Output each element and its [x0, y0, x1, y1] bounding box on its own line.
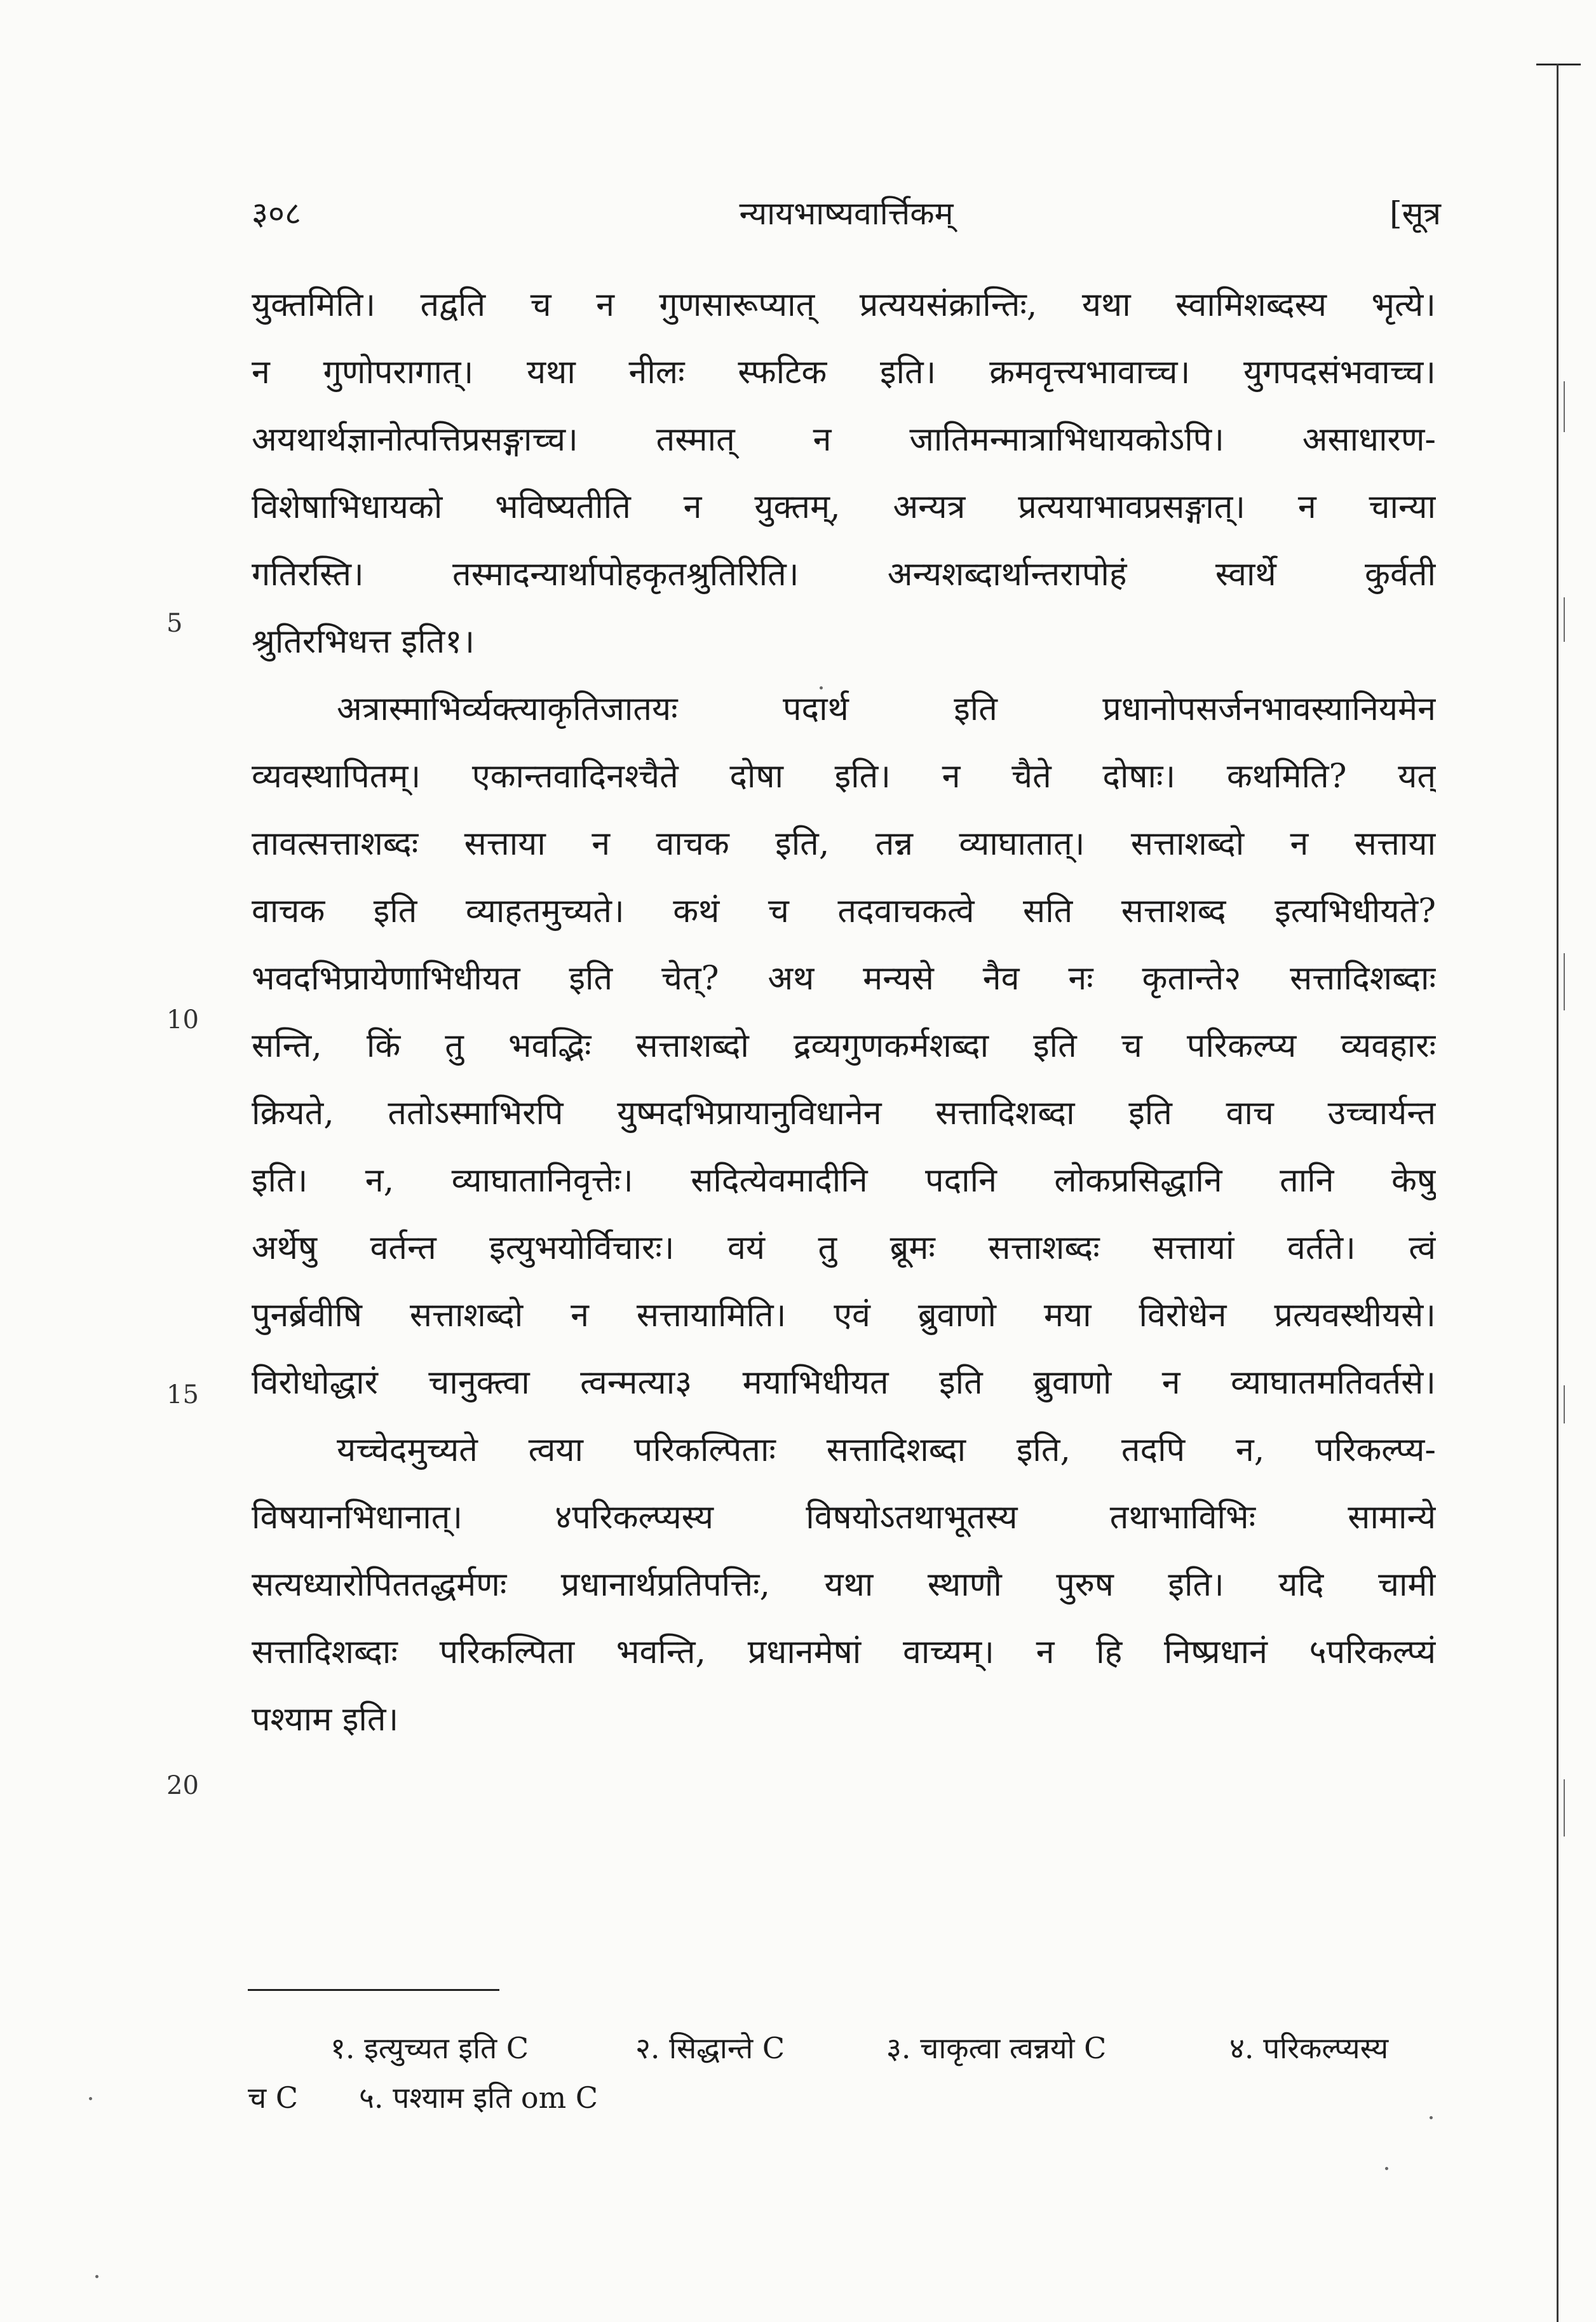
- text-line: पुनर्ब्रवीषि सत्ताशब्दो न सत्तायामिति। एवं ब्रुवाणो मया विरोधेन प्रत्यवस्थीयसे।: [252, 1296, 1436, 1334]
- scan-speck: [89, 2097, 92, 2100]
- text-line: न गुणोपरागात्। यथा नीलः स्फटिक इति। क्रमवृत्त्यभावाच्च। युगपदसंभवाच्च।: [252, 353, 1436, 391]
- footnote: २. सिद्धान्ते C: [635, 2031, 785, 2065]
- binding-edge-mark: [1564, 1385, 1565, 1423]
- text-line: श्रुतिरभिधत्त इति१।: [252, 623, 475, 661]
- line-number: 20: [166, 1771, 199, 1800]
- section-label: [सूत्र: [1390, 195, 1441, 232]
- scan-speck: [95, 2275, 98, 2278]
- binding-edge-mark: [1564, 381, 1565, 432]
- scan-speck: [1430, 2116, 1433, 2119]
- footnote: च C: [248, 2081, 299, 2115]
- text-line: अत्रास्माभिर्व्यक्त्याकृतिजातयः पदार्थ इति प्रधानोपसर्जनभावस्यानियमेन: [337, 690, 1436, 728]
- book-title: न्यायभाष्यवार्त्तिकम्: [739, 195, 954, 232]
- text-line: तावत्सत्ताशब्दः सत्ताया न वाचक इति, तन्न व्याघातात्। सत्ताशब्दो न सत्ताया: [252, 825, 1436, 863]
- text-line: व्यवस्थापितम्। एकान्तवादिनश्चैते दोषा इति। न चैते दोषाः। कथमिति? यत्: [252, 757, 1436, 796]
- binding-edge-mark: [1564, 953, 1565, 1010]
- text-line: विषयानभिधानात्। ४परिकल्प्यस्य विषयोऽतथाभूतस्य तथाभाविभिः सामान्ये: [252, 1498, 1436, 1537]
- text-line: अयथार्थज्ञानोत्पत्तिप्रसङ्गाच्च। तस्मात् न जातिमन्मात्राभिधायकोऽपि। असाधारण-: [252, 421, 1436, 459]
- text-line: सन्ति, किं तु भवद्भिः सत्ताशब्दो द्रव्यगुणकर्मशब्दा इति च परिकल्प्य व्यवहारः: [252, 1027, 1436, 1065]
- text-line: सत्यध्यारोपिततद्धर्मणः प्रधानार्थप्रतिपत्तिः, यथा स्थाणौ पुरुष इति। यदि चामी: [252, 1566, 1436, 1604]
- footnote: ४. परिकल्प्यस्य: [1229, 2031, 1389, 2065]
- scan-speck: [1385, 2167, 1388, 2170]
- text-line: विरोधोद्धारं चानुक्त्वा त्वन्मत्या३ मयाभिधीयत इति ब्रुवाणो न व्याघातमतिवर्तसे।: [252, 1364, 1436, 1402]
- binding-edge-mark: [1564, 597, 1565, 642]
- binding-edge-top: [1536, 64, 1581, 65]
- footnote: ५. पश्याम इति om C: [359, 2081, 598, 2115]
- footnote-rule: [248, 1989, 499, 1991]
- footnote: १. इत्युच्यत इति C: [330, 2031, 529, 2065]
- text-line: सत्तादिशब्दाः परिकल्पिता भवन्ति, प्रधानमेषां वाच्यम्। न हि निष्प्रधानं ५परिकल्प्यं: [252, 1633, 1436, 1671]
- footnote: ३. चाकृत्वा त्वन्नयो C: [886, 2031, 1107, 2065]
- text-line: क्रियते, ततोऽस्माभिरपि युष्मदभिप्रायानुविधानेन सत्तादिशब्दा इति वाच उच्चार्यन्त: [252, 1094, 1436, 1132]
- line-number: 15: [166, 1380, 199, 1409]
- scan-speck: [820, 686, 823, 689]
- page-number: ३०८: [252, 195, 301, 232]
- text-line: वाचक इति व्याहतमुच्यते। कथं च तदवाचकत्वे सति सत्ताशब्द इत्यभिधीयते?: [252, 892, 1436, 930]
- text-line: इति। न, व्याघातानिवृत्तेः। सदित्येवमादीनि पदानि लोकप्रसिद्धानि तानि केषु: [252, 1162, 1436, 1200]
- text-line: युक्तमिति। तद्वति च न गुणसारूप्यात् प्रत्ययसंक्रान्तिः, यथा स्वामिशब्दस्य भृत्ये।: [252, 286, 1436, 324]
- text-line: विशेषाभिधायको भविष्यतीति न युक्तम्, अन्यत्र प्रत्ययाभावप्रसङ्गात्। न चान्या: [252, 488, 1436, 526]
- text-line: भवदभिप्रायेणाभिधीयत इति चेत्? अथ मन्यसे नैव नः कृतान्ते२ सत्तादिशब्दाः: [252, 960, 1436, 998]
- text-line: अर्थेषु वर्तन्त इत्युभयोर्विचारः। वयं तु ब्रूमः सत्ताशब्दः सत्तायां वर्तते। त्वं: [252, 1229, 1436, 1267]
- running-head: [252, 191, 1441, 241]
- text-line: गतिरस्ति। तस्मादन्यार्थापोहकृतश्रुतिरिति। अन्यशब्दार्थान्तरापोहं स्वार्थे कुर्वती: [252, 555, 1436, 594]
- text-line: यच्चेदमुच्यते त्वया परिकल्पिताः सत्तादिशब्दा इति, तदपि न, परिकल्प्य-: [337, 1431, 1436, 1469]
- line-number: 10: [166, 1005, 199, 1035]
- binding-edge: [1557, 64, 1559, 2322]
- text-line: पश्याम इति।: [252, 1701, 399, 1739]
- binding-edge-mark: [1564, 1779, 1565, 1837]
- line-number: 5: [166, 609, 183, 638]
